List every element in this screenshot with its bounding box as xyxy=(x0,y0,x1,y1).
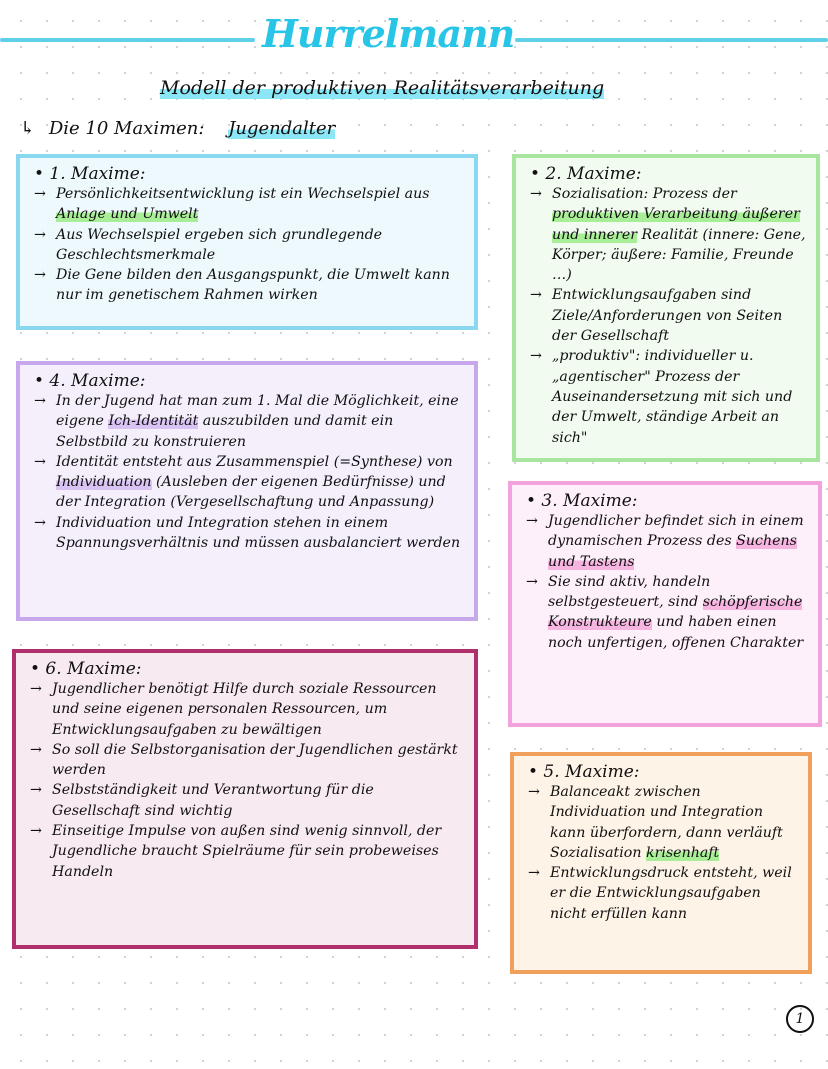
item-text: Balanceakt zwischen Individuation und Integration kann überfordern, dann verläuft Sozialisation xyxy=(550,784,783,861)
arrow-icon: → xyxy=(30,741,42,758)
item-text: Jugendlicher befindet sich in einem dynamischen Prozess des xyxy=(548,513,804,550)
item-text: So soll die Selbstorganisation der Jugendlichen gestärkt werden xyxy=(52,741,458,779)
item-highlight: Suchens und Tastens xyxy=(548,533,797,570)
list-item xyxy=(526,511,808,572)
list-item xyxy=(34,184,464,225)
arrow-icon: → xyxy=(30,782,42,799)
item-highlight: Individuation xyxy=(56,474,152,491)
maxime-3-heading: • 3. Maxime: xyxy=(526,491,638,511)
intro-prefix: Die 10 Maximen: xyxy=(48,118,205,139)
maxime-2-heading: • 2. Maxime: xyxy=(530,164,642,184)
item-text: Entwicklungsdruck entsteht, weil er die Entwicklungsaufgaben nicht erfüllen kann xyxy=(550,865,792,922)
list-item xyxy=(34,265,464,306)
list-item xyxy=(530,184,806,285)
arrow-icon: → xyxy=(34,267,46,284)
item-text: Individuation und Integration stehen in einem Spannungsverhältnis und müssen ausbalanciert werden xyxy=(56,514,461,552)
list-item xyxy=(530,346,806,447)
item-text-post: und haben einen noch unfertigen, offenen Charakter xyxy=(548,614,804,651)
item-text: Persönlichkeitsentwicklung ist ein Wechselspiel aus xyxy=(56,186,430,202)
item-text: In der Jugend hat man zum 1. Mal die Möglichkeit, eine eigene xyxy=(56,393,459,430)
item-text-post: auszubilden und damit ein Selbstbild zu konstruieren xyxy=(56,413,394,450)
arrow-icon: → xyxy=(34,514,46,531)
arrow-icon: → xyxy=(528,784,540,800)
arrow-icon: → xyxy=(34,393,46,409)
item-text: Selbstständigkeit und Verantwortung für die Gesellschaft sind wichtig xyxy=(52,782,374,819)
title-underline-left xyxy=(0,38,255,42)
intro-arrow-icon: ↳ xyxy=(20,118,36,139)
item-text: Einseitige Impulse von außen sind wenig sinnvoll, der Jugendliche braucht Spielräume für sein probeweises Handeln xyxy=(52,823,442,880)
list-item xyxy=(530,285,806,346)
item-text: Aus Wechselspiel ergeben sich grundlegende Geschlechtsmerkmale xyxy=(56,226,383,263)
intro-highlight: Jugendalter xyxy=(228,118,336,139)
page-number: 1 xyxy=(786,1005,814,1033)
maxime-1-box xyxy=(16,154,478,330)
maxime-6-heading: • 6. Maxime: xyxy=(30,659,142,679)
maxime-4-heading: • 4. Maxime: xyxy=(34,371,146,391)
item-highlight: produktiven Verarbeitung äußerer und innerer xyxy=(552,206,800,243)
arrow-icon: → xyxy=(34,453,46,470)
item-highlight: Ich-Identität xyxy=(108,413,199,430)
item-text-post: Realität (innere: Gene, Körper; äußere: Familie, Freunde …) xyxy=(552,226,806,284)
maxime-4-box xyxy=(16,361,478,621)
item-text: Identität entsteht aus Zusammenspiel (=Synthese) von xyxy=(56,453,453,470)
item-text: Sie sind aktiv, handeln selbstgesteuert, sind xyxy=(548,573,711,611)
maxime-2-box xyxy=(512,154,820,462)
list-item xyxy=(528,863,798,924)
arrow-icon: → xyxy=(34,186,46,202)
page-subtitle xyxy=(160,76,604,100)
arrow-icon: → xyxy=(526,513,538,529)
list-item xyxy=(34,452,464,513)
list-item xyxy=(30,679,464,740)
list-item xyxy=(34,225,464,266)
arrow-icon: → xyxy=(528,865,540,882)
list-item xyxy=(30,740,464,781)
list-item xyxy=(30,780,464,821)
maxime-3-box xyxy=(508,481,822,727)
arrow-icon: → xyxy=(526,573,538,590)
maxime-1-heading: • 1. Maxime: xyxy=(34,164,146,184)
list-item xyxy=(34,513,464,554)
arrow-icon: → xyxy=(34,226,46,243)
page-title: Hurrelmann xyxy=(262,11,515,56)
item-text: Jugendlicher benötigt Hilfe durch soziale Ressourcen und seine eigenen personalen Ressourcen, um Entwicklungsaufgaben zu bewältigen xyxy=(52,681,437,738)
item-text: Entwicklungsaufgaben sind Ziele/Anforderungen von Seiten der Gesellschaft xyxy=(552,287,783,345)
arrow-icon: → xyxy=(530,287,542,304)
item-highlight: krisenhaft xyxy=(645,844,720,861)
arrow-icon: → xyxy=(530,186,542,202)
item-highlight: Anlage und Umwelt xyxy=(56,206,199,223)
arrow-icon: → xyxy=(30,823,42,840)
maxime-6-box xyxy=(12,649,478,949)
item-text: Sozialisation: Prozess der xyxy=(552,186,737,202)
item-highlight: schöpferische Konstrukteure xyxy=(548,594,803,631)
list-item xyxy=(528,782,798,863)
maxime-5-box xyxy=(510,752,812,974)
maxime-5-heading: • 5. Maxime: xyxy=(528,762,640,782)
title-underline-right xyxy=(515,38,828,42)
item-text-post: (Ausleben der eigenen Bedürfnisse) und der Integration (Vergesellschaftung und Anpassung) xyxy=(56,474,446,511)
list-item xyxy=(34,391,464,452)
list-item xyxy=(30,821,464,882)
item-text: „produktiv": individueller u. „agentischer" Prozess der Auseinandersetzung mit sich und der Umwelt, ständige Arbeit an sich" xyxy=(552,348,793,446)
arrow-icon: → xyxy=(30,681,42,697)
list-item xyxy=(526,572,808,653)
intro-line xyxy=(20,118,335,139)
item-text: Die Gene bilden den Ausgangspunkt, die Umwelt kann nur im genetischem Rahmen wirken xyxy=(56,267,450,304)
arrow-icon: → xyxy=(530,348,542,365)
subtitle-text: Modell der produktiven Realitätsverarbeitung xyxy=(160,77,605,99)
